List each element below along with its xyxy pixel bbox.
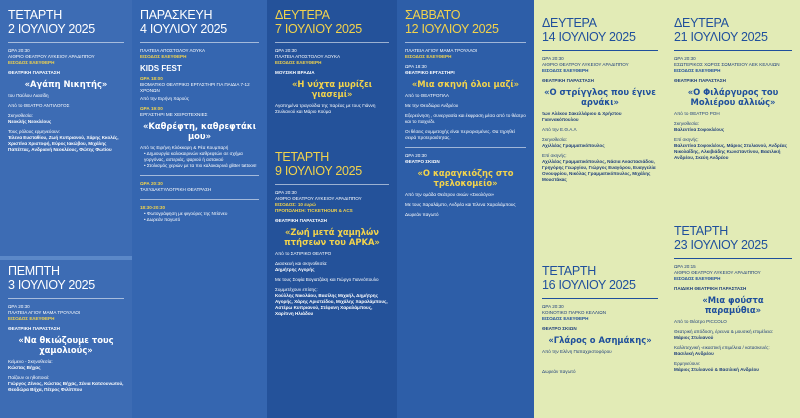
event-time: ΩΡΑ 20:30 (275, 190, 297, 195)
event-type: ΘΕΑΤΡΟ ΣΚΙΩΝ (542, 326, 577, 331)
event-date: ΔΕΥΤΕΡΑ 21 ΙΟΥΛΙΟΥ 2025 (674, 16, 768, 44)
event-date: ΤΕΤΑΡΤΗ 2 ΙΟΥΛΙΟΥ 2025 (8, 8, 95, 36)
event-entry: ΕΙΣΟΔΟΣ ΕΛΕΥΘΕΡΗ (542, 68, 589, 73)
divider (674, 50, 792, 51)
event-9-july (267, 150, 397, 317)
event-type: ΘΕΑΤΡΟ ΣΚΙΩΝ (405, 159, 440, 164)
event-16-july (534, 264, 666, 375)
host: Με την Θεοδώρα Ανδρέου (405, 103, 459, 108)
event-troupe: Από το ΘΕΑΤΡΟΠΛΑ (405, 93, 449, 98)
divider (140, 175, 259, 176)
event-troupe: Από το ΣΑΤΙΡΙΚΟ ΘΕΑΤΡΟ (275, 251, 332, 256)
column-2 (132, 0, 267, 418)
event-type: ΜΟΥΣΙΚΗ ΒΡΑΔΙΑ (275, 70, 315, 75)
writer: Κώστας Βήχας (8, 365, 41, 370)
director-label: Σκηνοθεσία: (8, 113, 33, 118)
cast: Μάριος Στυλιανού & Βασιλική Ανδρέου (674, 367, 759, 372)
cast: Αχιλλέας Γραμματικόπουλος, Νάσια Αναστασιάδου, Γρηγόρης Γεωργίου, Γιώργος Ευαγόρου, Ευαγγελία Ονουφρίου, Νικόλας Γραμματικόπουλος, Μιχάλης Μουστάκας (542, 159, 656, 182)
event-entry: ΕΙΣΟΔΟΣ ΕΛΕΥΘΕΡΗ (674, 68, 721, 73)
event-14-july (534, 16, 666, 183)
bullet-item: • Δημιουργία καλοκαιρινών καθρεφτών σε σχήμα γοργόνας, αστεριάς, ψαριού ή αστακού (144, 151, 243, 162)
workshop-host: Από την Ειρήνη Χαρούς (140, 96, 190, 101)
event-type: ΘΕΑΤΡΙΚΗ ΠΑΡΑΣΤΑΣΗ (8, 70, 60, 75)
event-type: ΘΕΑΤΡΙΚΗ ΠΑΡΑΣΤΑΣΗ (275, 218, 327, 223)
event-time: ΩΡΑ 19:00 (140, 106, 163, 111)
kids-fest-heading: KIDS FEST (140, 64, 182, 73)
event-place: ΑΙΘΡΙΟ ΘΕΑΤΡΟΥ ΛΥΚΕΙΟΥ ΑΡΑΔΙΠΠΟΥ (674, 270, 761, 275)
event-description: Εξερεύνηση , συνεργασία και έκφραση μέσα από το θέατρο και το παιχνίδι. (405, 113, 526, 124)
event-title: «Μια φούστα παραμύθια» (702, 295, 764, 315)
event-time: 18:30-20:30 (140, 205, 166, 210)
bullet-item: • Στολισμός χεριών με τα πιο καλοκαιρινά glitter tattoos! (144, 163, 257, 168)
event-date: ΔΕΥΤΕΡΑ 7 ΙΟΥΛΙΟΥ 2025 (275, 8, 362, 36)
event-2-july (0, 8, 132, 153)
column-5 (534, 0, 666, 418)
event-3-july (0, 264, 132, 393)
cast: Βαλεντίνα Σοφοκλέους, Μάριος Στυλιανού, Ανδρέας Νικολαΐδης, Αλκιβιάδης Κωνσταντίνου, Βασιλική Ανδρέου, Σκεύη Ανδρέου (674, 143, 788, 160)
event-time: ΩΡΑ 20:30 (405, 153, 427, 158)
event-title: «Ζωή μετά χαμηλών πτήσεων του ΑΡΚΑ» (284, 227, 380, 247)
event-23-july (666, 224, 800, 373)
event-time: ΩΡΑ 20:30 (8, 304, 30, 309)
event-entry: ΕΙΣΟΔΟΣ ΕΛΕΥΘΕΡΗ (674, 276, 721, 281)
writer-label: Κείμενο - Σκηνοθεσία: (8, 359, 53, 364)
event-type: ΘΕΑΤΡΙΚΗ ΠΑΡΑΣΤΑΣΗ (542, 78, 594, 83)
event-troupe: Από την Ε.Θ.Α.Λ (542, 127, 577, 132)
workshop: ΒΙΟΜΑΤΙΚΟ ΘΕΑΤΡΙΚΟ ΕΡΓΑΣΤΗΡΙ ΓΙΑ ΠΑΙΔΙΑ 7-12 ΧΡΟΝΩΝ (140, 82, 250, 93)
bullet-item: • Φωτογράφηση με φιγούρες της Ντίσνευ (144, 211, 228, 216)
event-time: ΩΡΑ 20:30 (140, 181, 163, 186)
column-3 (267, 0, 397, 418)
column-6 (666, 0, 800, 418)
event-type: ΘΕΑΤΡΙΚΗ ΠΑΡΑΣΤΑΣΗ (674, 78, 726, 83)
event-time: ΩΡΑ 20:30 (674, 56, 696, 61)
divider (542, 50, 658, 51)
cast: Κούλλης Νικολάου, Βασίλης Μιχαήλ, Δημήτρης Αγορής, Χάρης Αριστείδου, Μιχάλης Χαραλάμπους, Αστέρω Κυπριανού, Στέφανη Χαραλάμπους, Χαρίτινη Ηλιάδου (275, 293, 388, 316)
event-time: ΩΡΑ 18:30 (405, 64, 427, 69)
event-place: ΚΟΙΝΟΤΙΚΟ ΠΑΡΚΟ ΚΕΛΛΙΩΝ (542, 310, 607, 315)
event-type: ΘΕΑΤΡΙΚΟ ΕΡΓΑΣΤΗΡΙ (405, 70, 455, 75)
event-entry: ΕΙΣΟΔΟΣ ΕΛΕΥΘΕΡΗ (8, 60, 55, 65)
event-title: «Ο στρίγγλος που έγινε αρνάκι» (544, 87, 656, 107)
starring: Με τους Χαραλάμπο, Ανδρέα και Έλενα Χαραλάμπους (405, 202, 516, 207)
cast-label: Ερμηνεύουν: (674, 361, 701, 366)
cast-label: Επί σκηνής: (542, 153, 567, 158)
art-label: Καλλιτεχνική -εικαστική επιμέλεια / κατασκευές: (674, 345, 770, 350)
free-icecream: Δωρεάν παγωτό (542, 369, 576, 374)
event-troupe: Από το ΘΕΑΤΡΟ ΑΝΤΙΛΟΓΟΣ (8, 103, 70, 108)
cast: Γιώργος Ζένιος, Κώστας Βήχας, Σένια Κατσουνωτού, Θεοδώρα Βήχα, Πέτρος Φιλίππου (8, 381, 124, 392)
event-place: ΑΙΘΡΙΟ ΘΕΑΤΡΟΥ ΛΥΚΕΙΟΥ ΑΡΑΔΙΠΠΟΥ (542, 62, 629, 67)
event-title: «Ο Φιλάργυρος του Μολιέρου αλλιώς» (687, 87, 779, 107)
workshop-host: Από τις Ειρήνη Κλόκκαρη & Ρέα Κουμπαρή (140, 145, 229, 150)
adaptation-label: Διασκευή και σκηνοθεσία: (275, 261, 328, 266)
director-label: Σκηνοθεσία: (542, 137, 567, 142)
event-entry: ΕΙΣΟΔΟΣ ΕΛΕΥΘΕΡΗ (405, 54, 452, 59)
divider (8, 298, 124, 299)
divider (0, 256, 132, 260)
event-place: ΠΛΑΤΕΙΑ ΑΓΙΟΥ ΜΑΜΑ ΤΡΟΥΛΛΟΙ (8, 310, 81, 315)
event-entry: ΕΙΣΟΔΟΣ ΕΛΕΥΘΕΡΗ (8, 316, 55, 321)
divider (405, 42, 526, 43)
event-title: «Να θκιώζουμε τους χαμολιούς» (18, 335, 114, 355)
bullet-item: • Δωρεάν παγωτό (144, 217, 181, 222)
event-troupe: Από το Θέατρο PICCOLO (674, 319, 727, 324)
event-title: «Γλάρος ο Ασημάκης» (548, 335, 652, 345)
event-date: ΣΑΒΒΑΤΟ 12 ΙΟΥΛΙΟΥ 2025 (405, 8, 499, 36)
event-place: ΠΛΑΤΕΙΑ ΑΠΟΣΤΟΛΟΥ ΛΟΥΚΑ (275, 54, 341, 59)
event-type: ΠΑΙΔΙΚΗ ΘΕΑΤΡΙΚΗ ΠΑΡΑΣΤΑΣΗ (674, 286, 747, 291)
event-title: «Ο καραγκιόζης στο τρελοκομείο» (417, 168, 514, 188)
event-place: ΠΛΑΤΕΙΑ ΑΓΙΟΥ ΜΑΜΑ ΤΡΟΥΛΛΟΙ (405, 48, 478, 53)
event-21-july (666, 16, 800, 161)
event-time: ΩΡΑ 20:30 (542, 56, 564, 61)
event-title: «Μια σκηνή όλοι μαζί» (411, 79, 520, 89)
event-4-july (132, 8, 267, 223)
event-place: ΠΛΑΤΕΙΑ ΑΠΟΣΤΟΛΟΥ ΛΟΥΚΑ (140, 48, 206, 53)
divider (140, 199, 259, 200)
event-troupe: Από την ομάδα Θεάτρου σκιών «Σκιολόγοι» (405, 192, 495, 197)
event-time: ΩΡΑ 20:30 (8, 48, 30, 53)
event-entry: ΕΙΣΟΔΟΣ ΕΛΕΥΘΕΡΗ (542, 316, 589, 321)
event-note: Οι θέσεις συμμετοχής είναι περιορισμένες. Θα τηρηθεί σειρά προτεραιότητας. (405, 129, 515, 140)
event-date: ΤΕΤΑΡΤΗ 23 ΙΟΥΛΙΟΥ 2025 (674, 224, 768, 252)
event-presale: ΠΡΟΠΩΛΗΣΗ: TICKETHOUR & ACS (275, 208, 353, 213)
event-place: ΑΙΘΡΙΟ ΘΕΑΤΡΟΥ ΛΥΚΕΙΟΥ ΑΡΑΔΙΠΠΟΥ (8, 54, 95, 59)
event-entry: ΕΙΣΟΔΟΣ ΕΛΕΥΘΕΡΗ (140, 54, 187, 59)
event-7-july (267, 8, 397, 115)
event-description: Αγαπημένα τραγούδια της παρέας με τους Γιάννη Στυλιανού και Μάριο Κούμα (275, 103, 376, 114)
divider (405, 147, 526, 148)
workshop: ΕΡΓΑΣΤΗΡΙ ΜΕ ΧΕΙΡΟΤΕΧΝΙΕΣ (140, 112, 208, 117)
event-date: ΤΕΤΑΡΤΗ 9 ΙΟΥΛΙΟΥ 2025 (275, 150, 362, 178)
workshop: ΤΑΧΥΔΑΚΤΥΛΟΓΡΙΚΗ ΘΕΑΤΡΑΣΗ (140, 187, 212, 192)
event-date: ΠΑΡΑΣΚΕΥΗ 4 ΙΟΥΛΙΟΥ 2025 (140, 8, 227, 36)
event-time: ΩΡΑ 20:30 (275, 48, 297, 53)
art: Βασιλική Ανδρέου (674, 351, 714, 356)
divider (275, 184, 389, 185)
event-place: ΕΣΩΤΕΡΙΚΟΣ ΧΩΡΟΣ ΣΩΜΑΤΕΙΟΥ ΑΕΚ ΚΕΛΛΙΩΝ (674, 62, 780, 67)
event-place: ΑΙΘΡΙΟ ΘΕΑΤΡΟΥ ΛΥΚΕΙΟΥ ΑΡΑΔΙΠΠΟΥ (275, 196, 362, 201)
event-title: «Η νύχτα μυρίζει γιασεμί» (291, 79, 373, 99)
event-date: ΠΕΜΠΤΗ 3 ΙΟΥΛΙΟΥ 2025 (8, 264, 95, 292)
column-4 (397, 0, 534, 418)
divider (8, 42, 124, 43)
divider (542, 298, 658, 299)
event-fee: ΕΙΣΟΔΟΣ: 10 ευρώ (275, 202, 316, 207)
director: Βαλεντίνα Σοφοκλέους (674, 127, 725, 132)
cast-label: Συμμετέχουν επίσης: (275, 287, 318, 292)
director: Νεοκλής Νεοκλέους (8, 119, 52, 124)
cast-label: Παίζουν οι ηθοποιοί: (8, 375, 50, 380)
event-date: ΤΕΤΑΡΤΗ 16 ΙΟΥΛΙΟΥ 2025 (542, 264, 636, 292)
adaptation: Μάριος Στυλιανού (674, 335, 714, 340)
event-title: «Καθρέφτη, καθρεφτάκι μου» (143, 121, 256, 141)
free-icecream: Δωρεάν παγωτό (405, 212, 439, 217)
event-title: «Αγάπη Νικητής» (24, 79, 108, 89)
event-troupe: Από την Ελένη Παπαχριστοφόρου (542, 349, 612, 354)
event-author: των Αλέκου Σακελλάριου & Χρήστου Γιαννακόπουλου (542, 111, 622, 122)
event-time: ΩΡΑ 20:30 (542, 304, 564, 309)
cast-label: Επί σκηνής: (674, 137, 699, 142)
event-type: ΘΕΑΤΡΙΚΗ ΠΑΡΑΣΤΑΣΗ (8, 326, 60, 331)
adaptation-label: Θεατρική απόδοση, έρευνα & μουσική επιμέλεια: (674, 329, 774, 334)
event-12-july (397, 8, 534, 218)
event-troupe: Από το ΘΕΑΤΡΟ ΡΟΗ (674, 111, 720, 116)
event-date: ΔΕΥΤΕΡΑ 14 ΙΟΥΛΙΟΥ 2025 (542, 16, 636, 44)
event-entry: ΕΙΣΟΔΟΣ ΕΛΕΥΘΕΡΗ (275, 60, 322, 65)
director: Αχιλλέας Γραμματικόπουλος (542, 143, 605, 148)
divider (140, 42, 259, 43)
event-author: του Παύλου Λιασίδη (8, 93, 49, 98)
divider (674, 258, 792, 259)
director-label: Σκηνοθεσία: (674, 121, 699, 126)
event-time: ΩΡΑ 18:00 (140, 76, 163, 81)
cast-label: Τους ρόλους ερμηνεύουν: (8, 129, 61, 134)
event-time: ΩΡΑ 20:15 (674, 264, 696, 269)
divider (275, 42, 389, 43)
starring: Με τους Σοφία Βογιατζάκη και Γιώργο Γιαννόπουλο (275, 277, 379, 282)
adaptation: Δημήτρης Αγορής (275, 267, 315, 272)
column-1 (0, 0, 132, 418)
cast: Έλενα Ευσταθίου, Ζωή Κυπριανού, Χάρης Κκολές, Χριστίνα Χριστοφή, Εύρος Ιακώβου, Μιχάλης Παπέττας, Ανδριανή Νεοκλέους, Φώτης Φωτίου (8, 135, 119, 152)
